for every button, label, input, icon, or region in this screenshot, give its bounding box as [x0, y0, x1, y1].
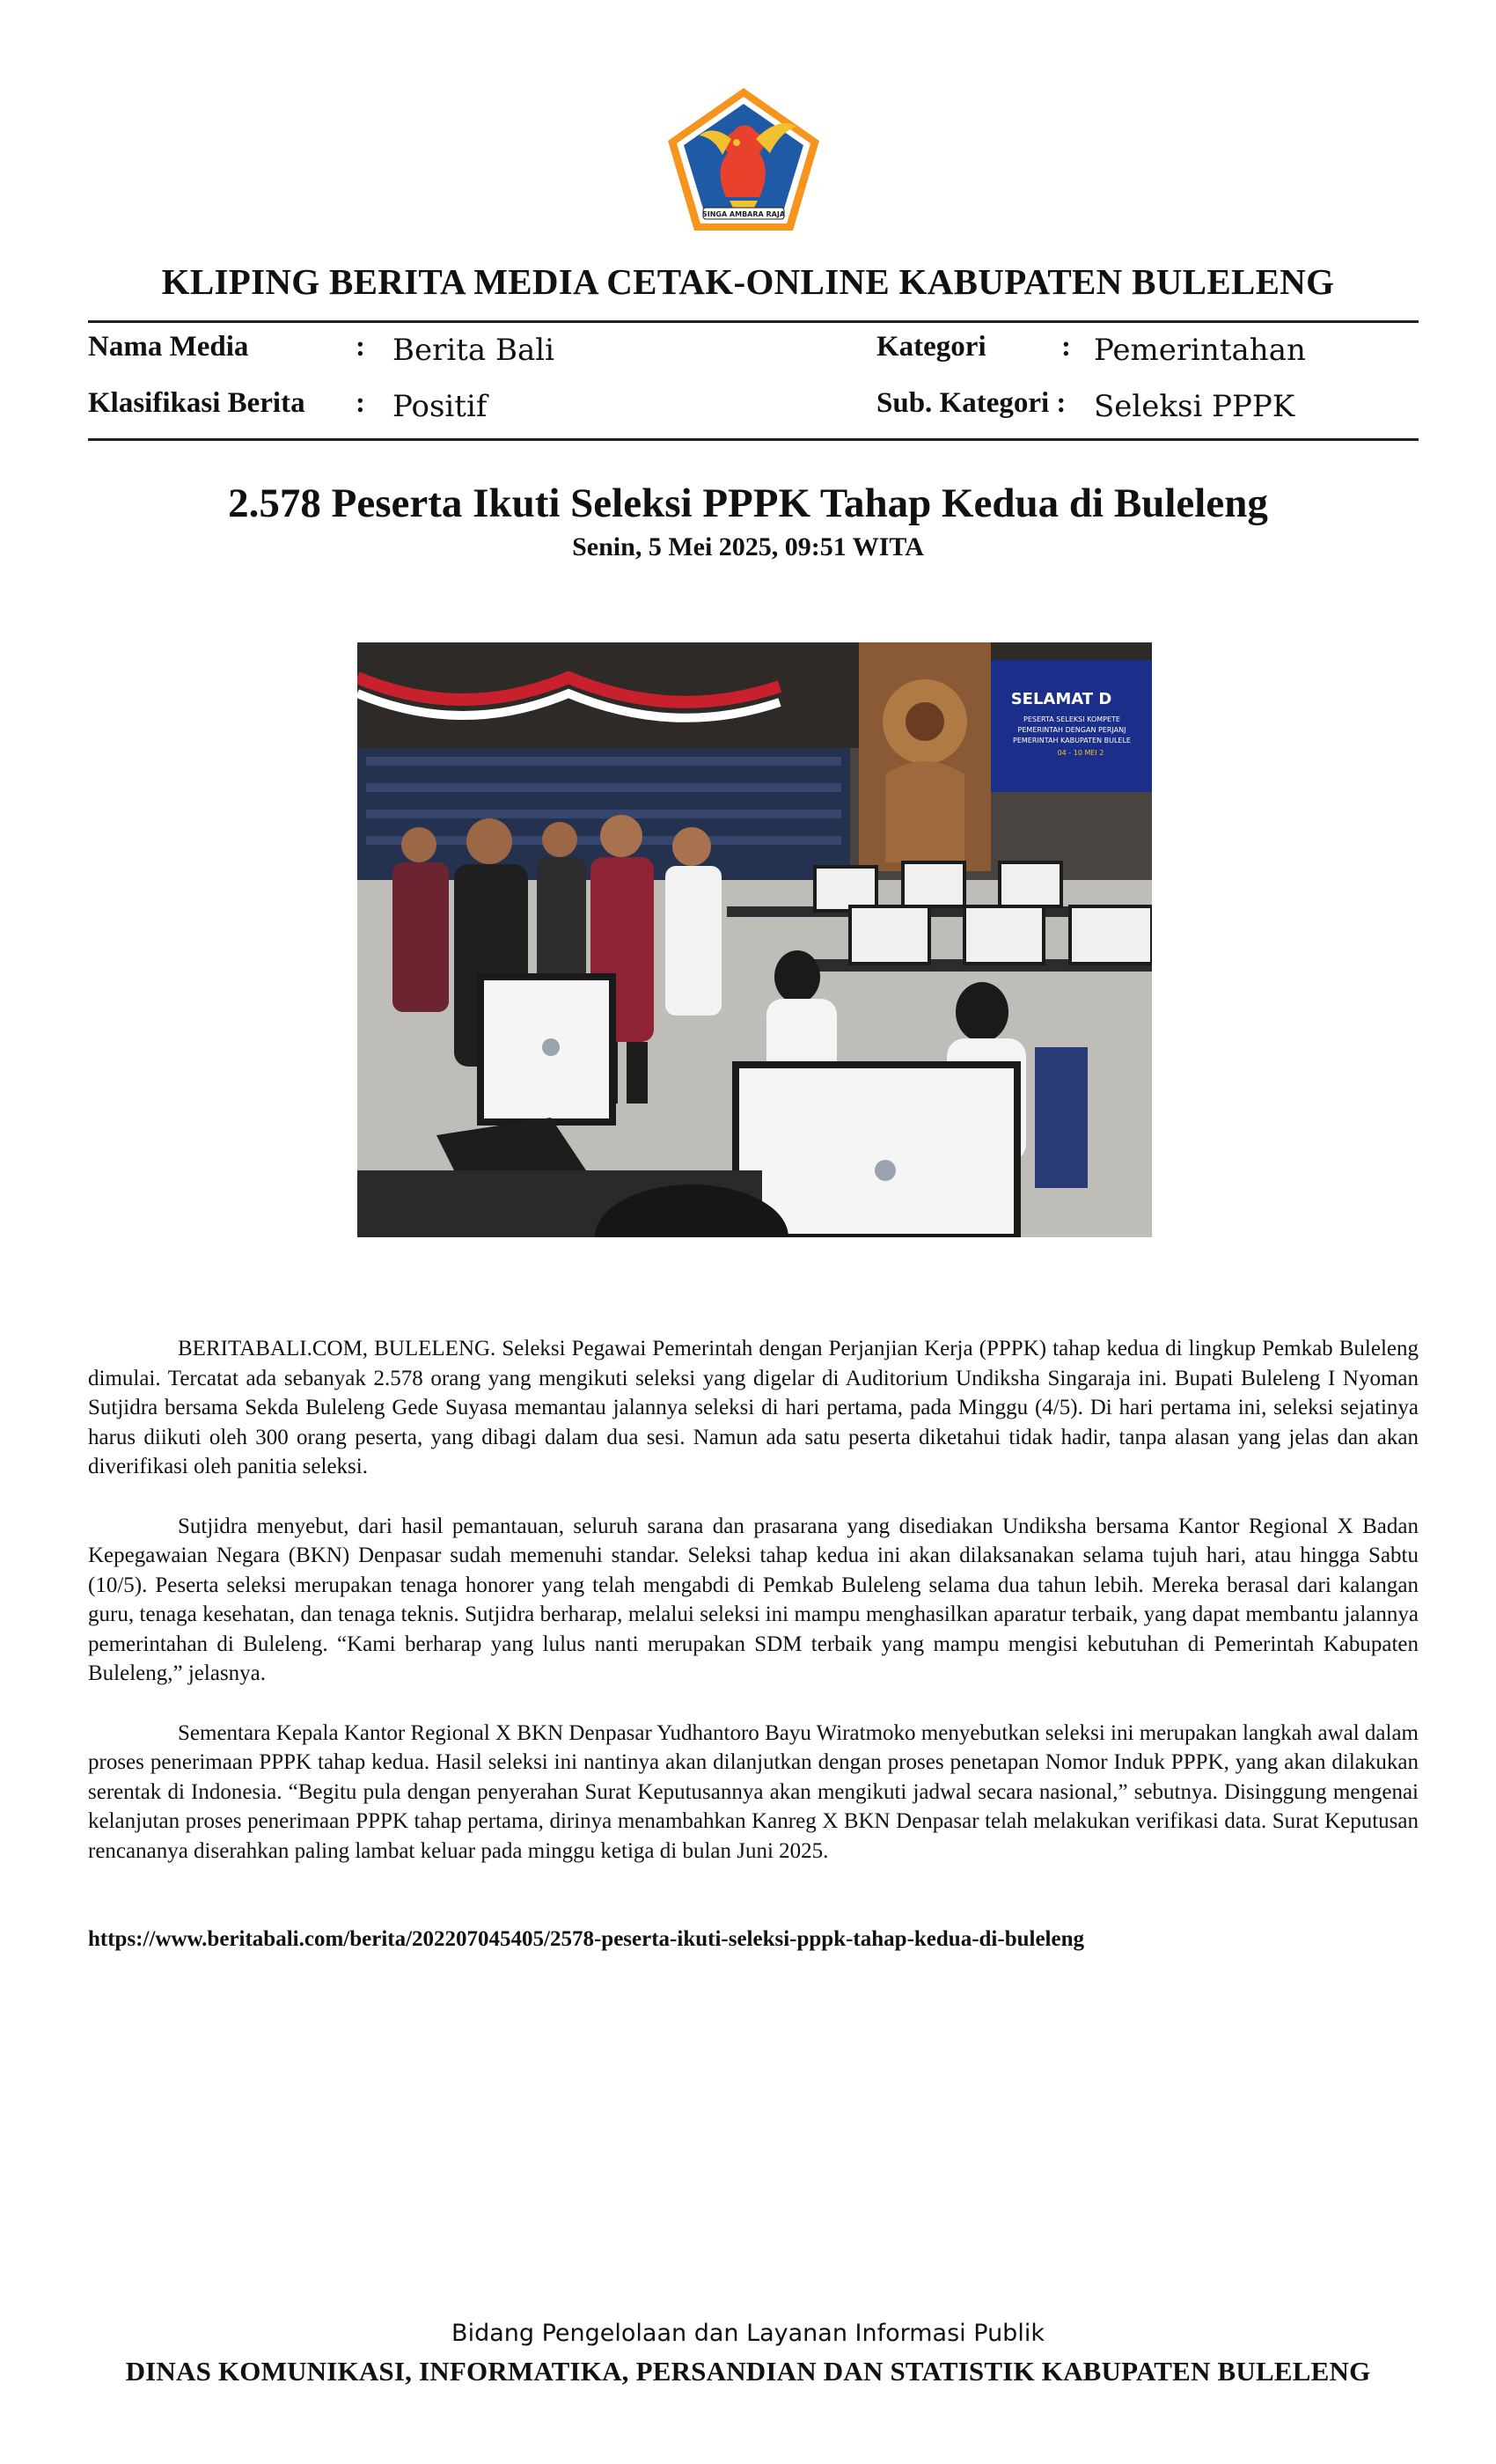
footer-unit: Bidang Pengelolaan dan Layanan Informasi Publik	[451, 2320, 1045, 2347]
classification-colon: :	[356, 387, 365, 419]
article-paragraph-1: BERITABALI.COM, BULELENG. Seleksi Pegawai Pemerintah dengan Perjanjian Kerja (PPPK) tahap kedua di lingkup Pemkab Buleleng dimulai. Tercatat ada sebanyak 2.578 orang yang mengikuti seleksi yang digelar di Auditorium Undiksha Singaraja ini. Bupati Buleleng I Nyoman Sutjidra bersama Sekda Buleleng Gede Suyasa memantau jalannya seleksi di hari pertama, pada Minggu (4/5). Di hari pertama ini, seleksi sejatinya harus diikuti oleh 300 orang peserta, yang dibagi dalam dua sesi. Namun ada satu peserta diketahui tidak hadir, tanpa alasan yang jelas dan akan diverifikasi oleh panitia seleksi.	[88, 1337, 1419, 1478]
banner-line-5: 04 - 10 MEI 2	[1057, 749, 1104, 757]
banner-line-4: PEMERINTAH KABUPATEN BULELE	[1013, 737, 1131, 744]
article-dateline: Senin, 5 Mei 2025, 09:51 WITA	[572, 532, 924, 561]
buleleng-regency-logo	[664, 84, 823, 234]
category-value: Pemerintahan	[1094, 333, 1306, 368]
classification-value: Positif	[392, 389, 488, 424]
classification-label: Klasifikasi Berita	[88, 387, 305, 419]
article-photo	[357, 642, 1152, 1237]
category-colon: :	[1061, 331, 1071, 363]
footer-agency: DINAS KOMUNIKASI, INFORMATIKA, PERSANDIAN DAN STATISTIK KABUPATEN BULELENG	[125, 2356, 1371, 2387]
subcategory-label: Sub. Kategori :	[876, 387, 1067, 419]
header-bottom-rule	[88, 438, 1419, 441]
category-label: Kategori	[876, 331, 986, 363]
banner-line-1: SELAMAT D	[1010, 690, 1112, 708]
banner-line-3: PEMERINTAH DENGAN PERJANJ	[1017, 726, 1126, 734]
photo-scene	[357, 642, 1152, 1237]
logo-caption: SINGA AMBARA RAJA	[701, 210, 786, 218]
media-value: Berita Bali	[392, 333, 554, 368]
article-paragraph-3: Sementara Kepala Kantor Regional X BKN Denpasar Yudhantoro Bayu Wiratmoko menyebutkan seleksi ini merupakan langkah awal dalam proses penerimaan PPPK tahap kedua. Hasil seleksi ini nantinya akan dilanjutkan dengan proses penetapan Nomor Induk PPPK, yang akan dilakukan serentak di Indonesia. “Begitu pula dengan penyerahan Surat Keputusannya akan mengikuti jadwal secara nasional,” sebutnya. Disinggung mengenai kelanjutan proses penerimaan PPPK tahap pertama, dirinya menambahkan Kanreg X BKN Denpasar telah melakukan verifikasi data. Surat Keputusan rencananya diserahkan paling lambat keluar pada minggu ketiga di bulan Juni 2025.	[88, 1720, 1419, 1863]
media-colon: :	[356, 331, 365, 363]
media-label: Nama Media	[88, 331, 249, 363]
source-url-link[interactable]: https://www.beritabali.com/berita/202207045405/2578-peserta-ikuti-seleksi-pppk-tahap-kedua-di-buleleng	[88, 1927, 1084, 1951]
document-title: KLIPING BERITA MEDIA CETAK-ONLINE KABUPATEN BULELENG	[161, 261, 1335, 302]
article-headline: 2.578 Peserta Ikuti Seleksi PPPK Tahap Kedua di Buleleng	[228, 480, 1268, 526]
subcategory-value: Seleksi PPPK	[1094, 389, 1295, 424]
banner-line-2: PESERTA SELEKSI KOMPETE	[1023, 715, 1120, 723]
article-paragraph-2: Sutjidra menyebut, dari hasil pemantauan, seluruh sarana dan prasarana yang disediakan Undiksha bersama Kantor Regional X Badan Kepegawaian Negara (BKN) Denpasar sudah memenuhi standar. Seleksi tahap kedua ini akan dilaksanakan selama tujuh hari, atau hingga Sabtu (10/5). Peserta seleksi merupakan tenaga honorer yang telah mengabdi di Pemkab Buleleng selama dua tahun lebih. Mereka berasal dari kalangan guru, tenaga kesehatan, dan tenaga teknis. Sutjidra berharap, melalui seleksi ini mampu menghasilkan aparatur terbaik, yang dapat membantu jalannya pemerintahan di Buleleng. “Kami berharap yang lulus nanti merupakan SDM terbaik yang mampu mengisi kebutuhan di Pemerintah Kabupaten Buleleng,” jelasnya.	[88, 1514, 1419, 1685]
article-body	[88, 1334, 1419, 1896]
header-top-rule	[88, 320, 1419, 323]
